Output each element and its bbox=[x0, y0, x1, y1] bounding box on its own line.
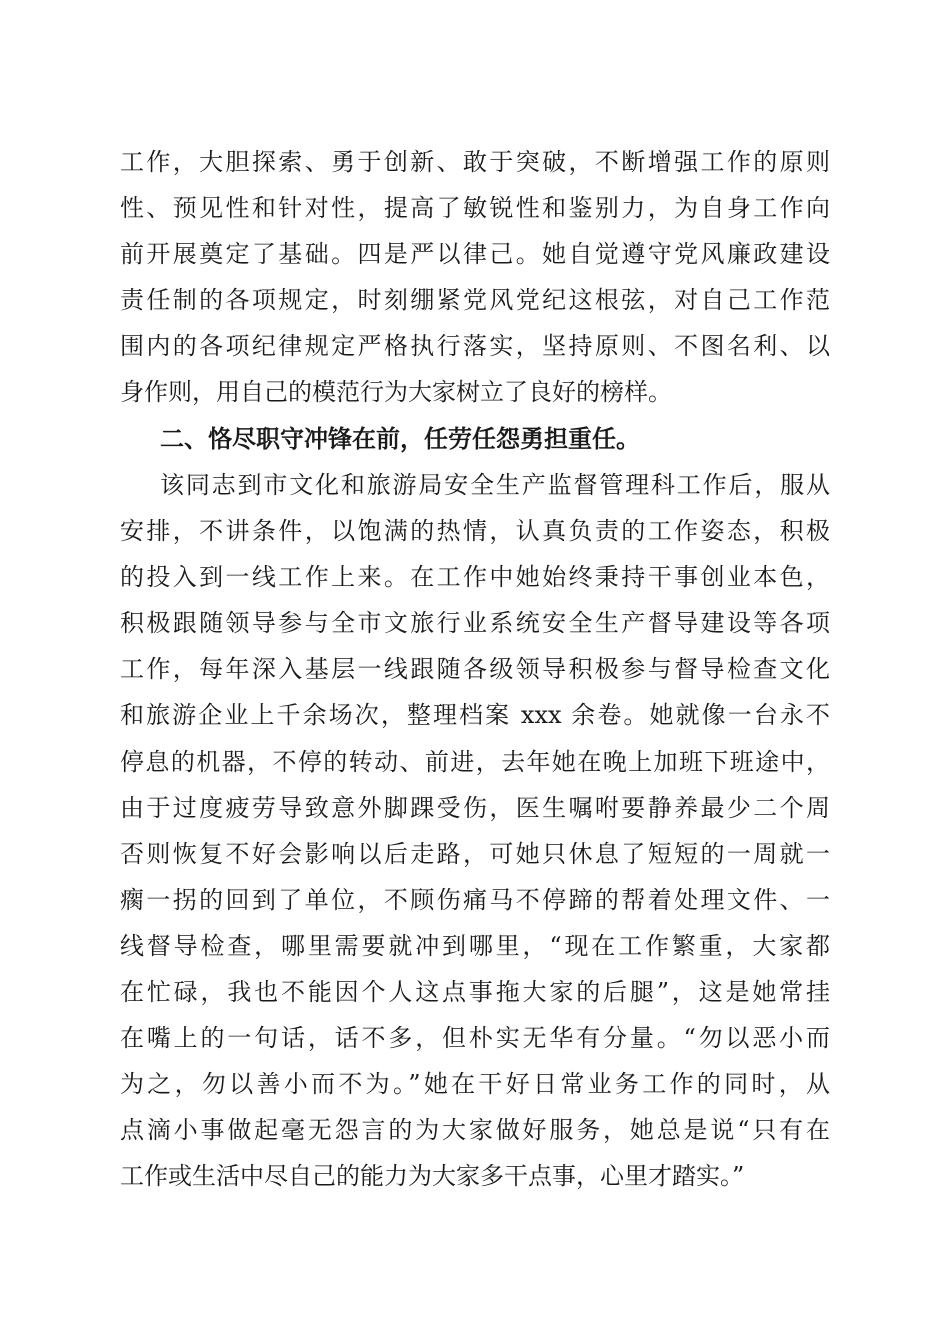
paragraph-1-line: 身作则，用自己的模范行为大家树立了良好的榜样。 bbox=[120, 378, 672, 407]
paragraph-1-line: 围内的各项纪律规定严格执行落实，坚持原则、不图名利、以 bbox=[120, 332, 830, 361]
paragraph-2-line: 线督导检查，哪里需要就冲到哪里，“现在工作繁重，大家都 bbox=[120, 931, 830, 960]
paragraph-2-line: 为之，勿以善小而不为。”她在干好日常业务工作的同时，从 bbox=[120, 1070, 830, 1099]
paragraph-2-line: 瘸一拐的回到了单位，不顾伤痛马不停蹄的帮着处理文件、一 bbox=[120, 885, 830, 914]
paragraph-2 bbox=[120, 462, 830, 1200]
paragraph-2-line: 和旅游企业上千余场次，整理档案 xxx 余卷。她就像一台永不 bbox=[120, 701, 830, 730]
paragraph-2-line: 否则恢复不好会影响以后走路，可她只休息了短短的一周就一 bbox=[120, 839, 830, 868]
paragraph-2-line: 安排，不讲条件，以饱满的热情，认真负责的工作姿态，积极 bbox=[120, 517, 830, 546]
paragraph-2-line: 停息的机器，不停的转动、前进，去年她在晚上加班下班途中， bbox=[120, 747, 830, 776]
paragraph-1-line: 性、预见性和针对性，提高了敏锐性和鉴别力，为自身工作向 bbox=[120, 194, 830, 223]
paragraph-1-line: 前开展奠定了基础。四是严以律己。她自觉遵守党风廉政建设 bbox=[120, 240, 830, 269]
paragraph-1-line: 责任制的各项规定，时刻绷紧党风党纪这根弦，对自己工作范 bbox=[120, 286, 830, 315]
paragraph-2-line: 在忙碌，我也不能因个人这点事拖大家的后腿”，这是她常挂 bbox=[120, 978, 830, 1007]
section-heading-block bbox=[120, 416, 830, 462]
paragraph-1 bbox=[120, 139, 830, 416]
paragraph-2-line: 工作或生活中尽自己的能力为大家多干点事，心里才踏实。” bbox=[120, 1162, 745, 1191]
paragraph-2-line: 点滴小事做起毫无怨言的为大家做好服务，她总是说“只有在 bbox=[120, 1116, 830, 1145]
paragraph-2-line: 工作，每年深入基层一线跟随各级领导积极参与督导检查文化 bbox=[120, 655, 830, 684]
paragraph-2-line: 由于过度疲劳导致意外脚踝受伤，医生嘱咐要静养最少二个周 bbox=[120, 793, 830, 822]
paragraph-1-line: 工作，大胆探索、勇于创新、敢于突破，不断增强工作的原则 bbox=[120, 148, 830, 176]
paragraph-2-line: 在嘴上的一句话，话不多，但朴实无华有分量。“勿以恶小而 bbox=[120, 1024, 830, 1053]
paragraph-2-line: 积极跟随领导参与全市文旅行业系统安全生产督导建设等各项 bbox=[120, 609, 830, 638]
paragraph-2-line: 的投入到一线工作上来。在工作中她始终秉持干事创业本色， bbox=[120, 563, 830, 592]
paragraph-2-line: 该同志到市文化和旅游局安全生产监督管理科工作后，服从 bbox=[160, 471, 830, 499]
section-heading: 二、恪尽职守冲锋在前，任劳任怨勇担重任。 bbox=[160, 425, 640, 453]
